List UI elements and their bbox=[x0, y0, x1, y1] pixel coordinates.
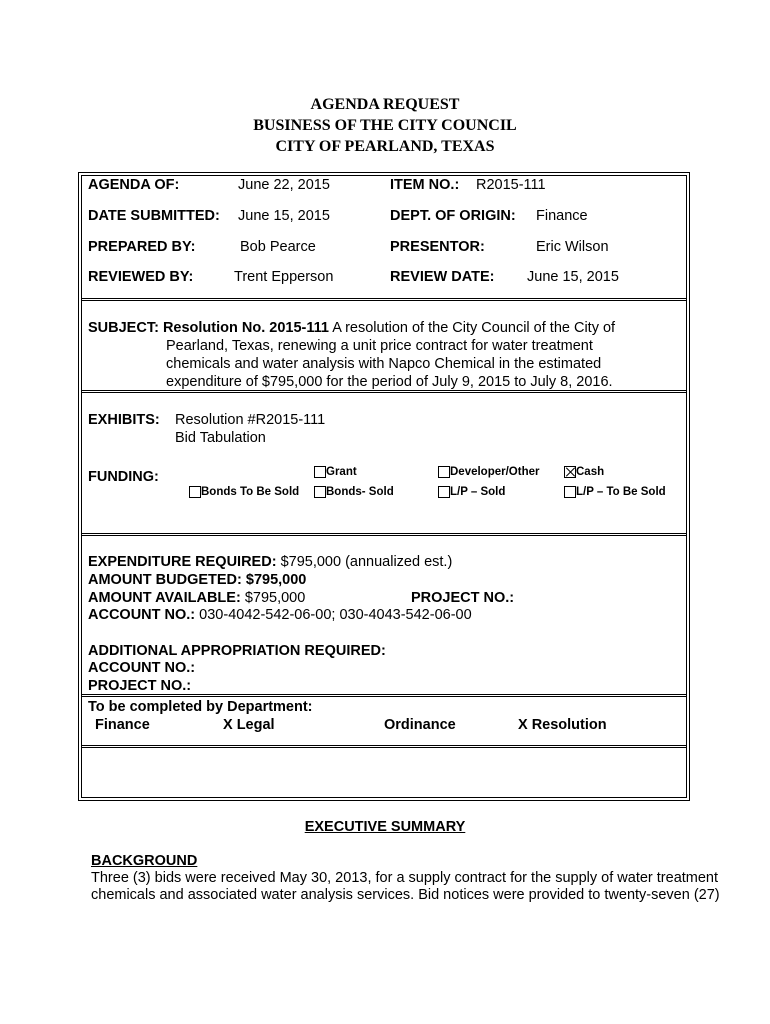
expenditure-required-value: $795,000 (annualized est.) bbox=[280, 554, 453, 570]
developer-label: Developer/Other bbox=[450, 466, 540, 478]
divider bbox=[81, 535, 687, 536]
account-no-value: 030-4042-542-06-00; 030-4043-542-06-00 bbox=[199, 607, 472, 623]
divider bbox=[81, 747, 687, 748]
prepared-by-label: PREPARED BY: bbox=[88, 239, 196, 255]
cash-checkbox[interactable] bbox=[564, 466, 576, 478]
subject-label: SUBJECT: bbox=[88, 320, 159, 336]
grant-checkbox[interactable] bbox=[314, 466, 326, 478]
grant-label: Grant bbox=[326, 466, 357, 478]
divider bbox=[81, 392, 687, 393]
subject-line2: Pearland, Texas, renewing a unit price contract for water treatment bbox=[166, 338, 593, 354]
amount-available bbox=[88, 590, 305, 607]
reviewed-by-value: Trent Epperson bbox=[234, 269, 334, 285]
exhibits-label: EXHIBITS: bbox=[88, 412, 160, 428]
header-title-line3: CITY OF PEARLAND, TEXAS bbox=[275, 138, 495, 155]
account-no bbox=[88, 607, 472, 624]
divider bbox=[81, 533, 687, 534]
lp-to-be-sold-label: L/P – To Be Sold bbox=[576, 486, 666, 498]
background-heading: BACKGROUND bbox=[91, 853, 198, 869]
bonds-sold-label: Bonds- Sold bbox=[326, 486, 394, 498]
item-no-label: ITEM NO.: bbox=[390, 177, 460, 193]
divider bbox=[81, 298, 687, 299]
funding-label: FUNDING: bbox=[88, 469, 159, 485]
amount-budgeted-label: AMOUNT BUDGETED: bbox=[88, 572, 242, 588]
appropriation-project-label: PROJECT NO.: bbox=[88, 678, 192, 694]
divider bbox=[81, 696, 687, 697]
presentor-label: PRESENTOR: bbox=[390, 239, 485, 255]
header-title-line2: BUSINESS OF THE CITY COUNCIL bbox=[253, 117, 517, 134]
account-no-label: ACCOUNT NO.: bbox=[88, 607, 196, 623]
summary-line2: chemicals and associated water analysis services. Bid notices were provided to twenty-seven (27) bbox=[91, 887, 720, 903]
project-no-label: PROJECT NO.: bbox=[411, 590, 515, 606]
subject-text1: A resolution of the City Council of the City of bbox=[332, 320, 616, 336]
bonds-sold-checkbox[interactable] bbox=[314, 486, 326, 498]
exhibit-item: Bid Tabulation bbox=[175, 430, 266, 446]
appropriation-account-label: ACCOUNT NO.: bbox=[88, 660, 196, 676]
bonds-to-be-sold-checkbox[interactable] bbox=[189, 486, 201, 498]
bonds-to-be-sold-label: Bonds To Be Sold bbox=[201, 486, 300, 498]
prepared-by-value: Bob Pearce bbox=[240, 239, 316, 255]
cash-label: Cash bbox=[576, 466, 605, 478]
department-label: To be completed by Department: bbox=[88, 699, 313, 715]
reviewed-by-label: REVIEWED BY: bbox=[88, 269, 194, 285]
item-no-value: R2015-111 bbox=[476, 177, 546, 193]
review-date-label: REVIEW DATE: bbox=[390, 269, 495, 285]
lp-to-be-sold-checkbox[interactable] bbox=[564, 486, 576, 498]
subject-line4: expenditure of $795,000 for the period of July 9, 2015 to July 8, 2016. bbox=[166, 374, 613, 390]
expenditure-required-label: EXPENDITURE REQUIRED: bbox=[88, 554, 277, 570]
developer-checkbox[interactable] bbox=[438, 466, 450, 478]
exhibit-item: Resolution #R2015-111 bbox=[175, 412, 326, 428]
appropriation-label: ADDITIONAL APPROPRIATION REQUIRED: bbox=[88, 643, 386, 659]
amount-budgeted-value: $795,000 bbox=[245, 572, 307, 588]
department-finance: Finance bbox=[95, 717, 150, 733]
presentor-value: Eric Wilson bbox=[536, 239, 609, 255]
review-date-value: June 15, 2015 bbox=[527, 269, 619, 285]
date-submitted-value: June 15, 2015 bbox=[238, 208, 330, 224]
divider bbox=[81, 745, 687, 746]
expenditure-required bbox=[88, 554, 452, 571]
amount-available-label: AMOUNT AVAILABLE: bbox=[88, 590, 241, 606]
dept-value: Finance bbox=[536, 208, 588, 224]
lp-sold-checkbox[interactable] bbox=[438, 486, 450, 498]
subject-line3: chemicals and water analysis with Napco Chemical in the estimated bbox=[166, 356, 602, 372]
dept-label: DEPT. OF ORIGIN: bbox=[390, 208, 516, 224]
lp-sold-label: L/P – Sold bbox=[450, 486, 506, 498]
summary-line1: Three (3) bids were received May 30, 2013, for a supply contract for the supply of water treatment bbox=[91, 870, 719, 886]
subject-line1 bbox=[88, 320, 615, 337]
executive-summary-title: EXECUTIVE SUMMARY bbox=[304, 819, 466, 835]
department-resolution: X Resolution bbox=[518, 717, 607, 733]
header-title-line1: AGENDA REQUEST bbox=[310, 96, 460, 113]
agenda-of-label: AGENDA OF: bbox=[88, 177, 180, 193]
date-submitted-label: DATE SUBMITTED: bbox=[88, 208, 220, 224]
divider bbox=[81, 300, 687, 301]
amount-budgeted bbox=[88, 572, 306, 589]
department-legal: X Legal bbox=[223, 717, 275, 733]
agenda-of-value: June 22, 2015 bbox=[238, 177, 330, 193]
department-ordinance: Ordinance bbox=[384, 717, 456, 733]
subject-resolution: Resolution No. 2015-111 bbox=[162, 320, 329, 336]
amount-available-value: $795,000 bbox=[244, 590, 306, 606]
